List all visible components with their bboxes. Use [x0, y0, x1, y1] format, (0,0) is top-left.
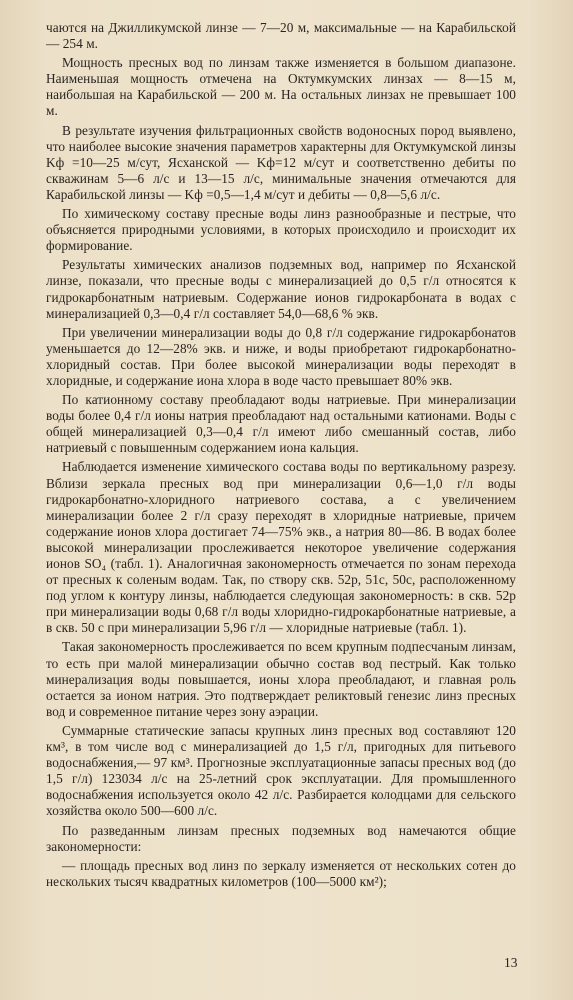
paragraph: При увеличении минерализации воды до 0,8 г/л содержание гидрокарбонатов уменьшается до 12—28% экв. и ниже, и воды приобретают гидрокарбонатно-хлоридный состав. При более высокой минерализации воды переходят в хлоридные, и содержание иона хлора в воде часто превышает 80% экв. [46, 324, 516, 388]
paragraph: По химическому составу пресные воды линз разнообразные и пестрые, что объясняется природными условиями, в которых происходило и происходит их формирование. [46, 206, 516, 254]
paragraph: Результаты химических анализов подземных вод, например по Ясханской линзе, показали, что пресные воды с минерализацией до 0,5 г/л относятся к гидрокарбонатным натриевым. Содержание ионов гидрокарбоната в водах с минерализацией 0,3—0,4 г/л составляет 54,0—68,6 % экв. [46, 257, 516, 321]
page-number: 13 [504, 955, 518, 970]
paragraph: чаются на Джилликумской линзе — 7—20 м, максимальные — на Карабильской — 254 м. [46, 20, 516, 52]
paragraph: По катионному составу преобладают воды натриевые. При минерализации воды более 0,4 г/л ионы натрия преобладают над остальными катионами. Воды с общей минерализацией 0,3—0,4 г/л имеют либо смешанный состав, либо натриевый с повышенным содержанием иона кальция. [46, 392, 516, 456]
page-body-text [46, 20, 516, 890]
paragraph: В результате изучения фильтрационных свойств водоносных пород выявлено, что наиболее высокие значения параметров характерны для Октумкумской линзы Kф =10—25 м/сут, Ясханской — Kф=12 м/сут и соответственно дебиты по скважинам 5—6 л/с и 13—15 л/с, минимальные значения отмечаются для Карабильской линзы — Kф =0,5—1,4 м/сут и дебиты — 0,8—5,6 л/с. [46, 122, 516, 202]
paragraph: Такая закономерность прослеживается по всем крупным подпесчаным линзам, то есть при малой минерализации обычно состав вод пестрый. Как только минерализация воды повышается, ионы хлора преобладают, и главная роль остается за ионом натрия. Это подтверждает реликтовый генезис линз пресных вод и современное питание через зону аэрации. [46, 639, 516, 719]
paragraph: Суммарные статические запасы крупных линз пресных вод составляют 120 км³, в том числе вод с минерализацией до 1,5 г/л, пригодных для питьевого водоснабжения,— 97 км³. Прогнозные эксплуатационные запасы пресных вод (до 1,5 г/л) 123034 л/с на 25-летний срок эксплуатации. Для промышленного водоснабжения используется около 42 л/с. Разбирается колодцами для сельского хозяйства около 500—600 л/с. [46, 722, 516, 819]
paragraph: Мощность пресных вод по линзам также изменяется в большом диапазоне. Наименьшая мощность отмечена на Октумкумских линзах — 8—15 м, наибольшая на Карабильской — 200 м. На остальных линзах не превышает 100 м. [46, 55, 516, 119]
paragraph: По разведанным линзам пресных подземных вод намечаются общие закономерности: [46, 822, 516, 854]
paragraph: — площадь пресных вод линз по зеркалу изменяется от нескольких сотен до нескольких тысяч квадратных километров (100—5000 км²); [46, 857, 516, 889]
paragraph: Наблюдается изменение химического состава воды по вертикальному разрезу. Вблизи зеркала пресных вод при минерализации 0,6—1,0 г/л воды гидрокарбонатно-хлоридного натриевого состава, а с увеличением минерализации более 2 г/л сразу переходят в хлоридные натриевые, причем содержание ионов хлора достигает 74—75% экв., а натрия 80—86. В водах более высокой минерализации прослеживается некоторое увеличение содержания ионов SO₄ (табл. 1). Аналогичная закономерность отмечается по зонам перехода от пресных к соленым водам. Так, по створу скв. 52р, 51с, 50с, расположенному под углом к контуру линзы, наблюдается следующая закономерность: в скв. 52р при минерализации воды 0,68 г/л воды хлоридно-гидрокарбонатные натриевые, а в скв. 50 с при минерализации 5,96 г/л — хлоридные натриевые (табл. 1). [46, 459, 516, 636]
